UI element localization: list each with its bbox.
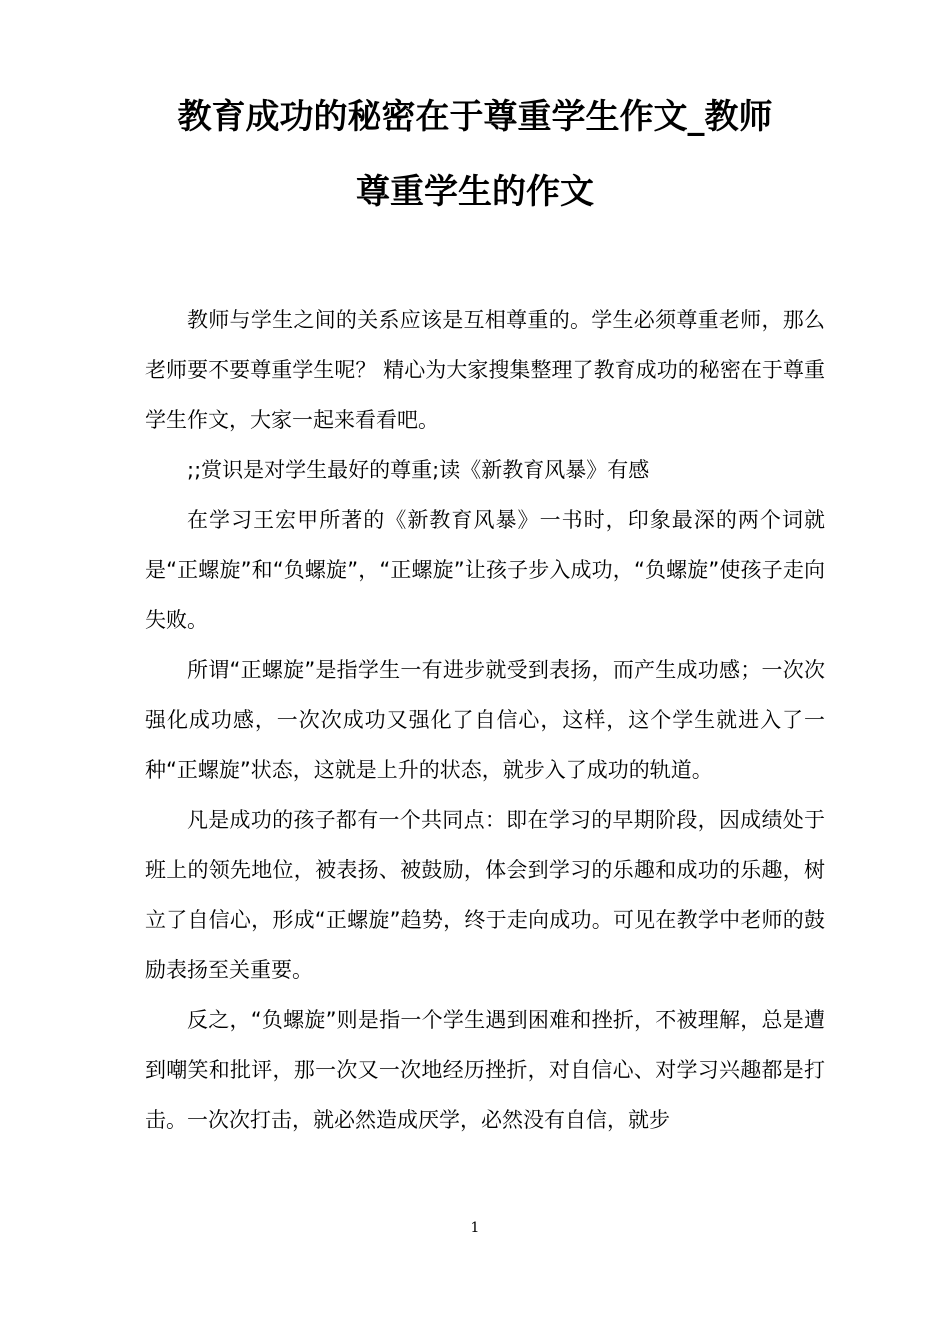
document-title-line-1: 教育成功的秘密在于尊重学生作文_教师	[177, 97, 773, 137]
document-body	[145, 295, 825, 1145]
paragraph-subtitle: ;;赏识是对学生最好的尊重;读《新教育风暴》有感	[187, 458, 650, 482]
paragraph-intro: 教师与学生之间的关系应该是互相尊重的。学生必须尊重老师，那么老师要不要尊重学生呢？ 精心为大家搜集整理了教育成功的秘密在于尊重学生作文，大家一起来看看吧。	[145, 308, 825, 432]
paragraph-successful-children: 凡是成功的孩子都有一个共同点：即在学习的早期阶段，因成绩处于班上的领先地位，被表扬、被鼓励，体会到学习的乐趣和成功的乐趣，树立了自信心，形成“正螺旋”趋势，终于走向成功。可见在教学中老师的鼓励表扬至关重要。	[145, 808, 825, 982]
page-number: 1	[470, 1220, 480, 1236]
document-title-line-2: 尊重学生的作文	[356, 172, 594, 212]
paragraph-negative-spiral: 反之，“负螺旋”则是指一个学生遇到困难和挫折，不被理解，总是遭到嘲笑和批评，那一次又一次地经历挫折，对自信心、对学习兴趣都是打击。一次次打击，就必然造成厌学，必然没有自信，就步	[145, 1008, 825, 1132]
paragraph-positive-spiral: 所谓“正螺旋”是指学生一有进步就受到表扬，而产生成功感；一次次强化成功感，一次次成功又强化了自信心，这样，这个学生就进入了一种“正螺旋”状态，这就是上升的状态，就步入了成功的轨道。	[145, 658, 825, 782]
paragraph-book-impression: 在学习王宏甲所著的《新教育风暴》一书时，印象最深的两个词就是“正螺旋”和“负螺旋”，“正螺旋”让孩子步入成功，“负螺旋”使孩子走向失败。	[145, 508, 825, 632]
